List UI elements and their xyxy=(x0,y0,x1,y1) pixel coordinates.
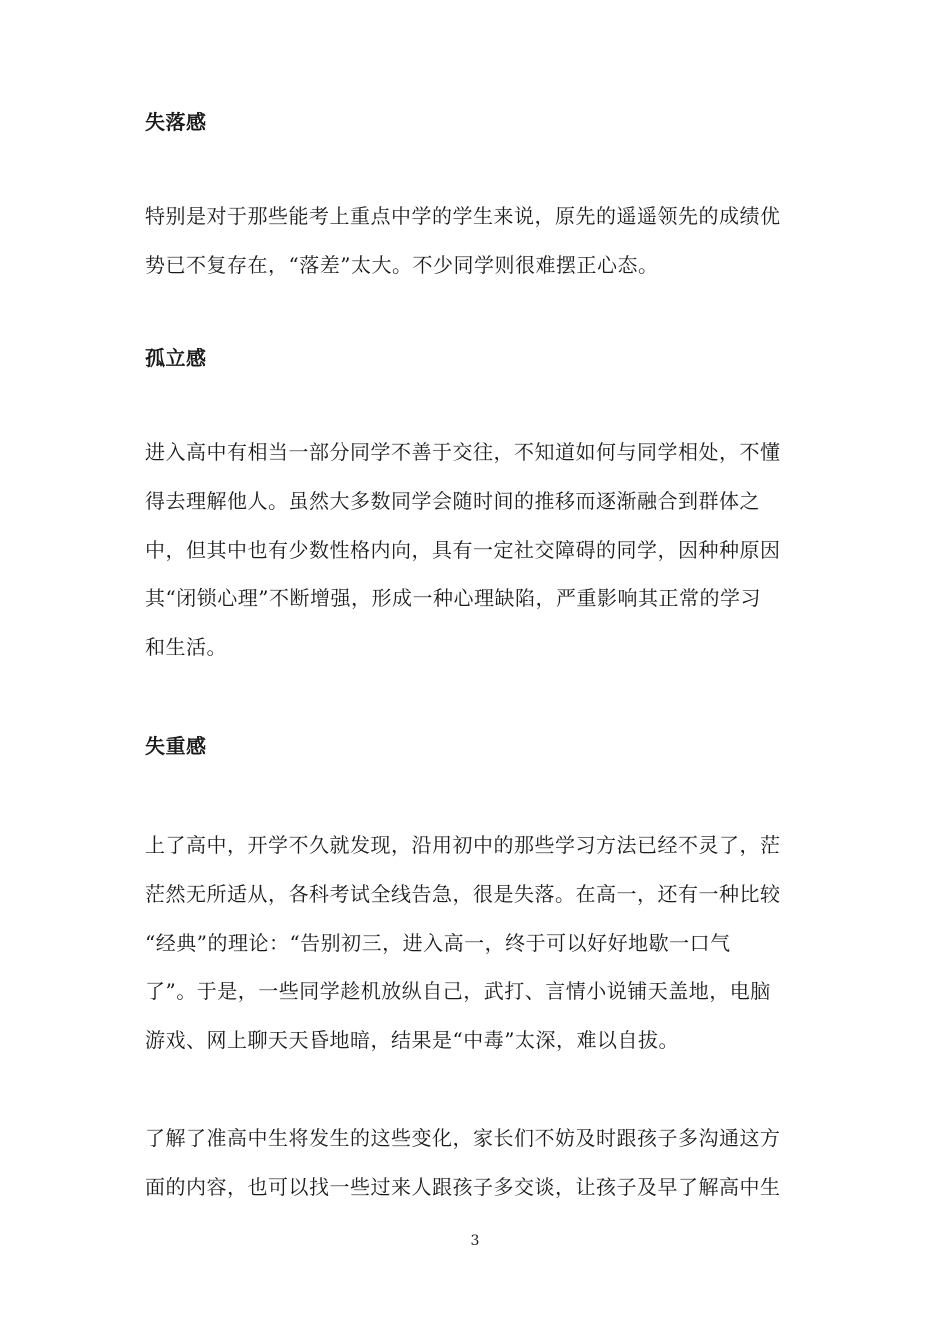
paragraph-line: 面的内容，也可以找一些过来人跟孩子多交谈，让孩子及早了解高中生 xyxy=(145,1174,781,1199)
page-number: 3 xyxy=(470,1233,480,1249)
section-paragraph-3 xyxy=(145,821,817,1065)
paragraph-line: 和生活。 xyxy=(145,635,227,660)
paragraph-line: 势已不复存在，“落差”太大。不少同学则很难摆正心态。 xyxy=(145,252,659,277)
paragraph-line: “经典”的理论：“告别初三，进入高一，终于可以好好地歇一口气 xyxy=(145,930,731,955)
section-heading-1: 失落感 xyxy=(145,110,207,134)
paragraph-line: 了”。于是，一些同学趁机放纵自己，武打、言情小说铺天盖地，电脑 xyxy=(145,979,771,1004)
section-heading-2: 孤立感 xyxy=(145,346,207,370)
closing-paragraph xyxy=(145,1114,817,1212)
paragraph-line: 进入高中有相当一部分同学不善于交往，不知道如何与同学相处，不懂 xyxy=(145,440,781,464)
paragraph-line: 得去理解他人。虽然大多数同学会随时间的推移而逐渐融合到群体之 xyxy=(145,488,760,513)
paragraph-line: 游戏、网上聊天天昏地暗，结果是“中毒”太深，难以自拔。 xyxy=(145,1028,679,1053)
paragraph-line: 了解了准高中生将发生的这些变化，家长们不妨及时跟孩子多沟通这方 xyxy=(145,1126,781,1150)
section-paragraph-2 xyxy=(145,428,817,672)
paragraph-line: 上了高中，开学不久就发现，沿用初中的那些学习方法已经不灵了，茫 xyxy=(145,833,781,857)
section-paragraph-1 xyxy=(145,192,817,290)
paragraph-line: 特别是对于那些能考上重点中学的学生来说，原先的遥遥领先的成绩优 xyxy=(145,204,781,228)
paragraph-line: 中，但其中也有少数性格内向，具有一定社交障碍的同学，因种种原因 xyxy=(145,537,781,562)
paragraph-line: 茫然无所适从，各科考试全线告急，很是失落。在高一，还有一种比较 xyxy=(145,881,781,906)
paragraph-line: 其“闭锁心理”不断增强，形成一种心理缺陷，严重影响其正常的学习 xyxy=(145,586,761,611)
section-heading-3: 失重感 xyxy=(145,734,207,758)
